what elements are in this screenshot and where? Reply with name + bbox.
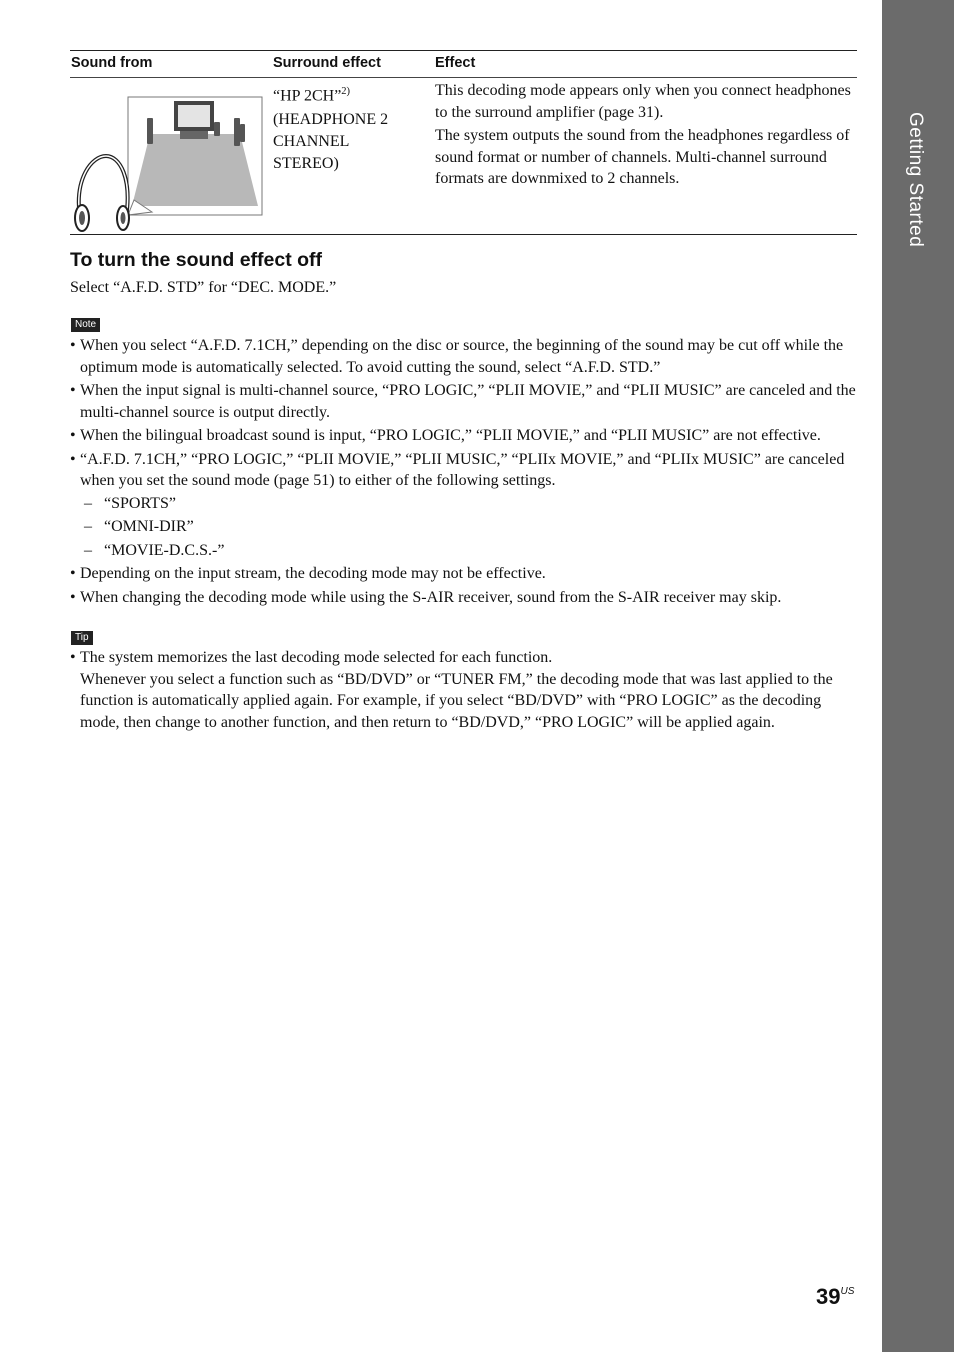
list-item: – “OMNI-DIR” [84, 518, 194, 535]
table-row [70, 78, 857, 235]
list-item: • When the input signal is multi-channel source, “PRO LOGIC,” “PLII MOVIE,” and “PLII MUSIC” are canceled and the multi-channel source is output directly. [70, 382, 856, 421]
effect-cell [435, 80, 855, 192]
mode-footnote: 2) [341, 86, 351, 97]
effect-text-1: This decoding mode appears only when you connect headphones to the surround amplifier (page 31). [435, 82, 851, 121]
list-item: – “SPORTS” [84, 494, 176, 512]
list-item: • “A.F.D. 7.1CH,” “PRO LOGIC,” “PLII MOVIE,” “PLII MUSIC,” “PLIIx MOVIE,” and “PLIIx MUSIC” are canceled when you set the sound mode (page 51) to either of the following settings. – “SPORTS” – “OMNI-DIR” – “MOVIE-D.C.S.-” [70, 449, 860, 562]
list-item: • When the bilingual broadcast sound is input, “PRO LOGIC,” “PLII MOVIE,” and “PLII MUSIC” are not effective. [70, 427, 821, 444]
table-header [70, 51, 857, 78]
list-item: • Depending on the input stream, the decoding mode may not be effective. [70, 565, 546, 582]
header-surround-effect: Surround effect [273, 55, 381, 71]
sound-mode-list [84, 493, 860, 562]
mode-name: “HP 2CH” [273, 87, 342, 105]
tip-badge: Tip [71, 631, 93, 645]
list-item: – “MOVIE-D.C.S.-” [84, 541, 225, 559]
headphone-room-illustration [70, 94, 270, 234]
side-tab-label: Getting Started [905, 112, 926, 248]
page-number: $39^{US}$ [816, 1284, 855, 1309]
surround-effect-cell [273, 81, 403, 175]
tip-list [70, 647, 860, 735]
list-item: • When changing the decoding mode while using the S-AIR receiver, sound from the S-AIR receiver may skip. [70, 588, 782, 606]
section-title: To turn the sound effect off [70, 249, 323, 271]
mode-description: (HEADPHONE 2 CHANNEL STEREO) [273, 111, 389, 173]
surround-table [70, 50, 857, 235]
list-item: • The system memorizes the last decoding mode selected for each function. Whenever you select a function such as “BD/DVD” or “TUNER FM,” the decoding mode that was last applied to the function is automatically applied again. For example, if you select “BD/DVD” with “PRO LOGIC” as the decoding mode, then change to another function, and then return to “BD/DVD,” “PRO LOGIC” will be applied again. [70, 649, 833, 731]
tv-icon [174, 101, 214, 139]
header-sound-from: Sound from [71, 55, 153, 71]
note-badge: Note [71, 318, 100, 332]
note-list [70, 335, 860, 610]
section-intro: Select “A.F.D. STD” for “DEC. MODE.” [70, 279, 337, 296]
headphones-icon [75, 156, 129, 231]
list-item: • When you select “A.F.D. 7.1CH,” depending on the disc or source, the beginning of the sound may be cut off while the optimum mode is automatically selected. To avoid cutting the sound, select “A.F.D. STD.” [70, 337, 844, 376]
effect-text-2: The system outputs the sound from the headphones regardless of sound format or number of channels. Multi-channel surround formats are downmixed to 2 channels. [435, 127, 850, 187]
header-effect: Effect [435, 55, 476, 71]
